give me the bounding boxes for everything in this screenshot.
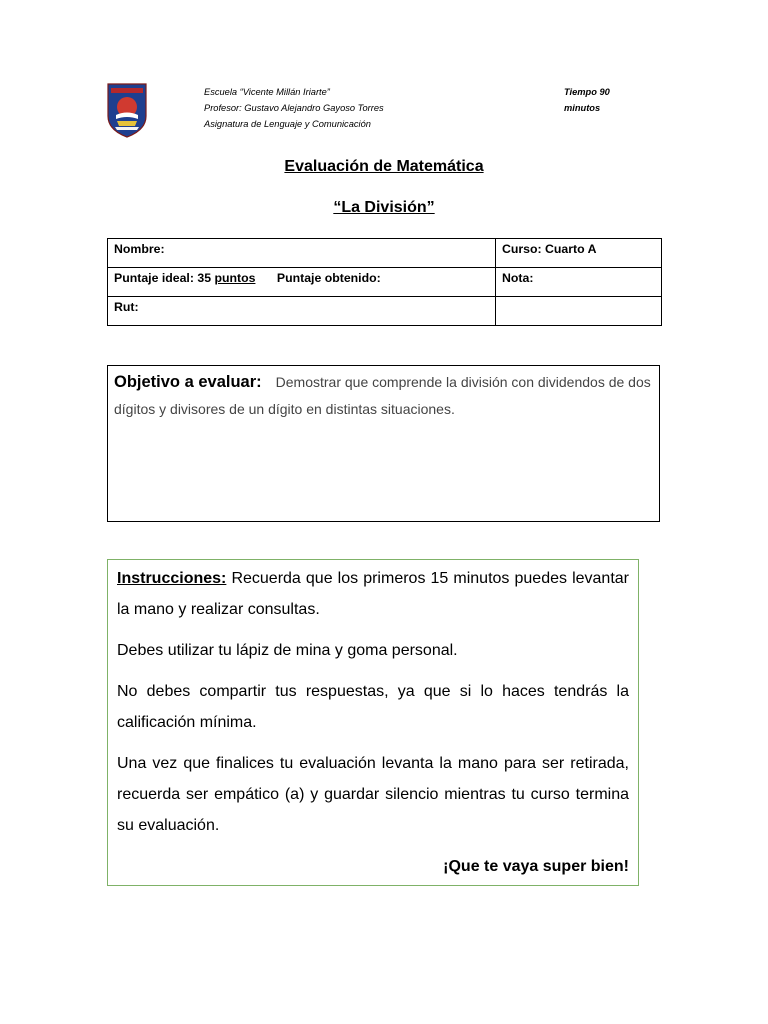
school-crest-icon <box>107 82 147 138</box>
student-info-table <box>107 238 662 326</box>
school-name: Escuela “Vicente Millán Iriarte” <box>204 87 330 97</box>
page-subtitle: “La División” <box>333 199 435 216</box>
table-row <box>108 268 662 297</box>
grade-label: Nota: <box>502 271 534 285</box>
objective-text: Demostrar que comprende la división con dividendos de dos dígitos y divisores de un dígito en distintas situaciones. <box>114 374 651 417</box>
page-title: Evaluación de Matemática <box>284 158 484 175</box>
instructions-label: Instrucciones: <box>117 570 227 587</box>
name-cell[interactable] <box>108 239 496 268</box>
time-limit-line1: Tiempo 90 <box>564 87 610 97</box>
name-label: Nombre: <box>114 242 165 256</box>
closing-message: ¡Que te vaya super bien! <box>443 858 629 875</box>
instructions-paragraph-1 <box>117 563 629 625</box>
course-cell <box>496 239 662 268</box>
table-row <box>108 297 662 326</box>
empty-cell <box>496 297 662 326</box>
table-row <box>108 239 662 268</box>
teacher-name: Profesor: Gustavo Alejandro Gayoso Torres <box>204 103 384 113</box>
time-limit <box>564 84 610 116</box>
obtained-score-label: Puntaje obtenido: <box>276 271 381 285</box>
course-label: Curso: Cuarto A <box>502 242 597 256</box>
rut-label: Rut: <box>114 300 139 314</box>
instructions-paragraph-4: Una vez que finalices tu evaluación levanta la mano para ser retirada, recuerda ser empático (a) y guardar silencio mientras tu curso termina su evaluación. <box>117 755 629 834</box>
objective-box <box>107 365 660 522</box>
score-cell[interactable] <box>108 268 496 297</box>
instructions-paragraph-3: No debes compartir tus respuestas, ya que si lo haces tendrás la calificación mínima. <box>117 683 629 731</box>
school-header <box>204 84 384 132</box>
grade-cell[interactable] <box>496 268 662 297</box>
instructions-box <box>107 559 639 886</box>
ideal-score-label: Puntaje ideal: 35 <box>114 271 215 285</box>
subject-name: Asignatura de Lenguaje y Comunicación <box>204 119 371 129</box>
rut-cell[interactable] <box>108 297 496 326</box>
instructions-paragraph-2: Debes utilizar tu lápiz de mina y goma personal. <box>117 642 458 659</box>
instructions-text-1: Recuerda que los primeros 15 minutos puedes levantar la mano y realizar consultas. <box>117 570 629 618</box>
time-limit-line2: minutos <box>564 103 601 113</box>
objective-label: Objetivo a evaluar: <box>114 373 262 391</box>
ideal-score-unit: puntos <box>214 271 256 285</box>
